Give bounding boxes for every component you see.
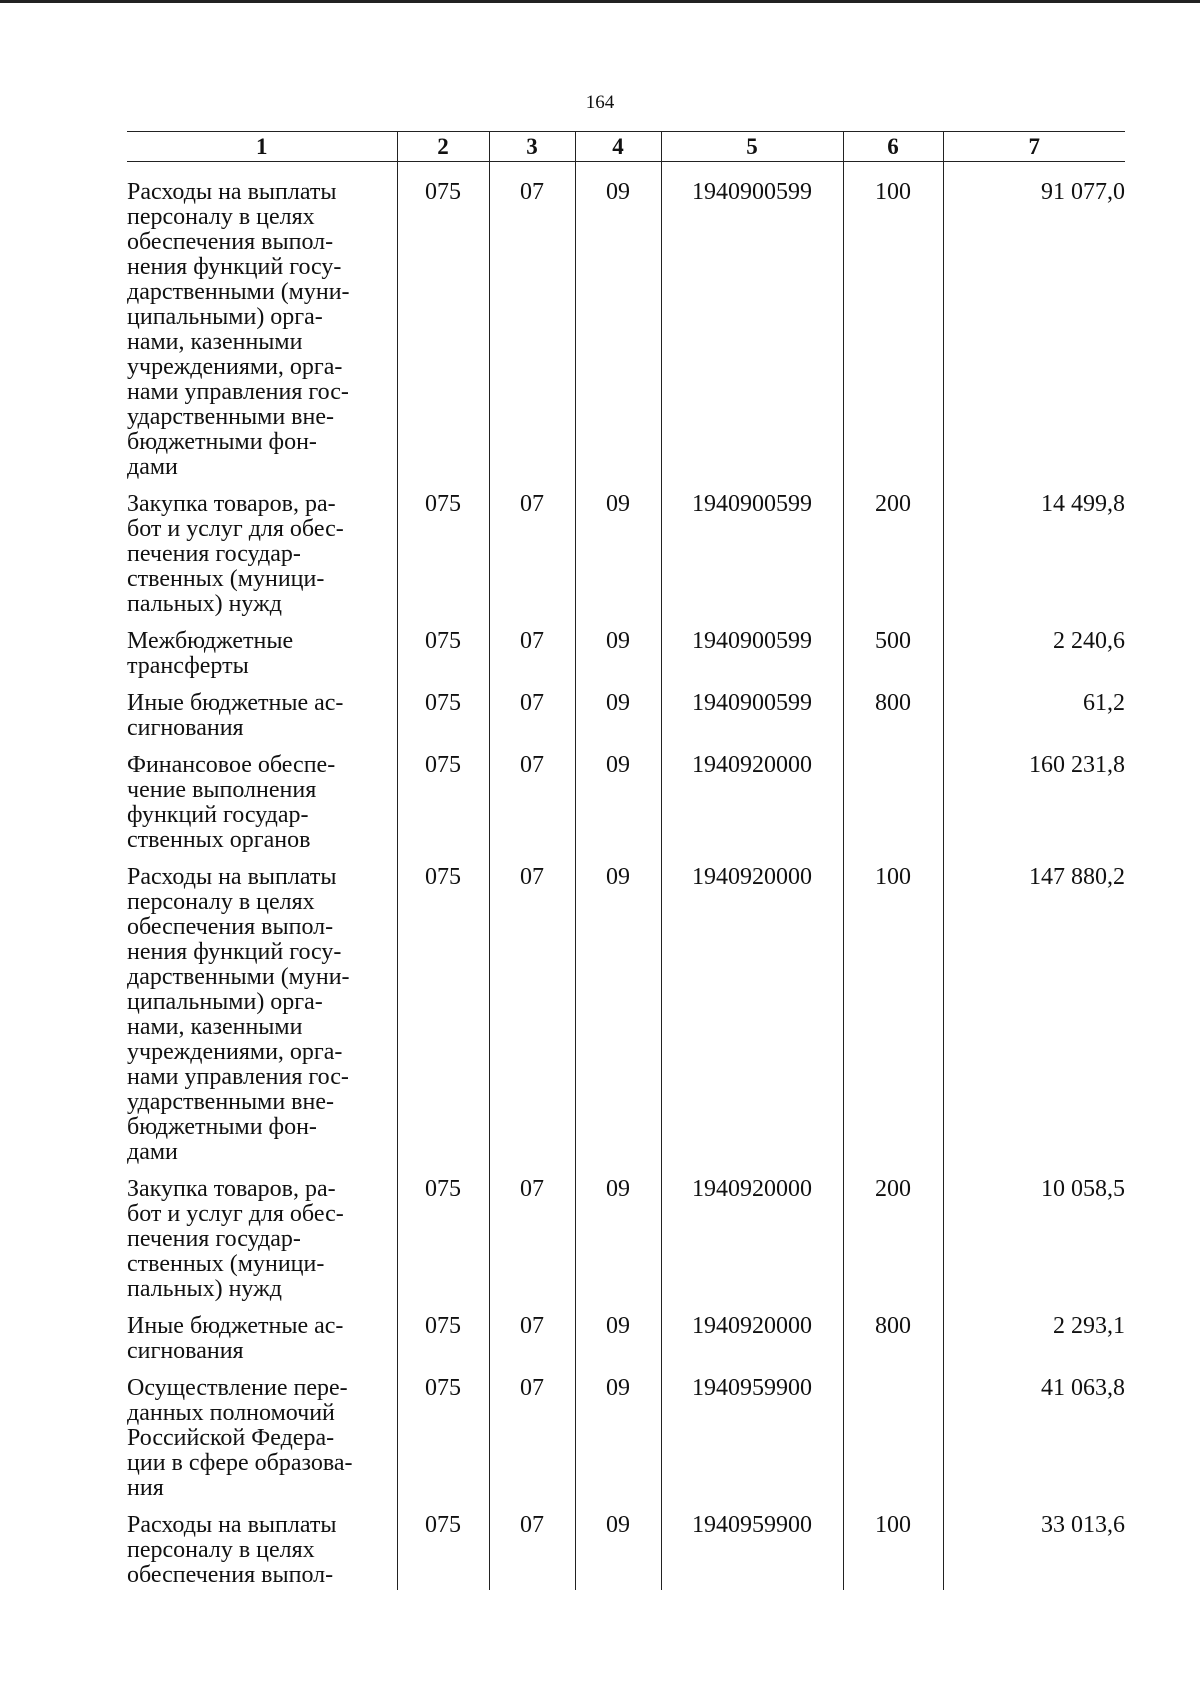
expense-name-line: сигнования — [127, 1338, 244, 1364]
expense-name-line: бот и услуг для обес- — [127, 1201, 344, 1227]
subsection-code-cell: 09 — [575, 691, 661, 753]
expense-name-line: Финансовое обеспе- — [127, 752, 336, 778]
target-article-cell: 1940900599 — [661, 180, 843, 492]
expense-name-line: Иные бюджетные ас- — [127, 1313, 344, 1339]
expense-name-cell — [127, 1376, 397, 1513]
expense-name-line: обеспечения выпол- — [127, 914, 334, 940]
expense-name-line: дарственными (муни- — [127, 279, 350, 305]
table-row — [127, 180, 1125, 492]
table-row — [127, 1376, 1125, 1513]
section-code-cell: 07 — [489, 492, 575, 629]
subsection-code-cell: 09 — [575, 865, 661, 1177]
page-top-edge — [0, 0, 1200, 3]
header-col-7: 7 — [943, 132, 1125, 162]
target-article-cell: 1940900599 — [661, 691, 843, 753]
expense-name-cell — [127, 691, 397, 753]
header-col-4: 4 — [575, 132, 661, 162]
amount-cell: 91 077,0 — [943, 180, 1125, 492]
target-article-cell: 1940900599 — [661, 492, 843, 629]
section-code-cell: 07 — [489, 180, 575, 492]
table-body — [127, 162, 1125, 1591]
ministry-code-cell: 075 — [397, 492, 489, 629]
expense-name-line: нами управления гос- — [127, 1064, 349, 1090]
target-article-cell: 1940920000 — [661, 865, 843, 1177]
ministry-code-cell: 075 — [397, 1314, 489, 1376]
expense-name-line: бюджетными фон- — [127, 429, 317, 455]
ministry-code-cell: 075 — [397, 1177, 489, 1314]
expense-name-cell — [127, 629, 397, 691]
section-code-cell: 07 — [489, 629, 575, 691]
header-row — [127, 132, 1125, 162]
expense-name-cell — [127, 1177, 397, 1314]
amount-cell: 33 013,6 — [943, 1513, 1125, 1590]
expense-name-cell — [127, 180, 397, 492]
header-col-6: 6 — [843, 132, 943, 162]
expense-type-cell — [843, 753, 943, 865]
expense-name-line: обеспечения выпол- — [127, 1562, 334, 1588]
subsection-code-cell: 09 — [575, 492, 661, 629]
expense-name-line: пальных) нужд — [127, 591, 282, 617]
expense-type-cell: 200 — [843, 492, 943, 629]
ministry-code-cell: 075 — [397, 691, 489, 753]
expense-name-line: данных полномочий — [127, 1400, 335, 1426]
expense-name-line: нами управления гос- — [127, 379, 349, 405]
expense-name-line: Осуществление пере- — [127, 1375, 348, 1401]
amount-cell: 160 231,8 — [943, 753, 1125, 865]
amount-cell: 14 499,8 — [943, 492, 1125, 629]
table-row — [127, 492, 1125, 629]
subsection-code-cell: 09 — [575, 1177, 661, 1314]
expense-name-cell — [127, 753, 397, 865]
expense-name-line: нами, казенными — [127, 329, 303, 355]
expense-name-line: функций государ- — [127, 802, 309, 828]
target-article-cell: 1940959900 — [661, 1513, 843, 1590]
expense-name-line: Расходы на выплаты — [127, 1512, 337, 1538]
expense-name-line: Межбюджетные — [127, 628, 294, 654]
table-row — [127, 691, 1125, 753]
expense-name-line: ципальными) орга- — [127, 989, 323, 1015]
section-code-cell: 07 — [489, 1513, 575, 1590]
expense-name-line: дами — [127, 1139, 178, 1165]
target-article-cell: 1940920000 — [661, 1314, 843, 1376]
expense-name-line: печения государ- — [127, 541, 301, 567]
amount-cell: 2 240,6 — [943, 629, 1125, 691]
expense-name-line: ции в сфере образова- — [127, 1450, 353, 1476]
header-col-2: 2 — [397, 132, 489, 162]
expense-type-cell: 100 — [843, 1513, 943, 1590]
amount-cell: 10 058,5 — [943, 1177, 1125, 1314]
expense-type-cell: 800 — [843, 691, 943, 753]
expense-name-line: нами, казенными — [127, 1014, 303, 1040]
table-row — [127, 1314, 1125, 1376]
section-code-cell: 07 — [489, 691, 575, 753]
expense-type-cell — [843, 1376, 943, 1513]
section-code-cell: 07 — [489, 1314, 575, 1376]
header-col-5: 5 — [661, 132, 843, 162]
section-code-cell: 07 — [489, 865, 575, 1177]
ministry-code-cell: 075 — [397, 753, 489, 865]
spacer-row — [127, 162, 1125, 181]
expense-name-line: ственных (муници- — [127, 566, 325, 592]
table-row — [127, 865, 1125, 1177]
table-row — [127, 629, 1125, 691]
expense-name-line: ударственными вне- — [127, 1089, 334, 1115]
expense-name-line: Закупка товаров, ра- — [127, 491, 336, 517]
header-col-3: 3 — [489, 132, 575, 162]
target-article-cell: 1940920000 — [661, 753, 843, 865]
expense-name-line: персоналу в целях — [127, 204, 315, 230]
expense-name-line: трансферты — [127, 653, 249, 679]
section-code-cell: 07 — [489, 1177, 575, 1314]
expense-name-line: Иные бюджетные ас- — [127, 690, 344, 716]
header-col-1: 1 — [127, 132, 397, 162]
expense-name-line: нения функций госу- — [127, 254, 342, 280]
ministry-code-cell: 075 — [397, 629, 489, 691]
expense-name-cell — [127, 1314, 397, 1376]
expense-name-line: Расходы на выплаты — [127, 179, 337, 205]
ministry-code-cell: 075 — [397, 180, 489, 492]
expense-type-cell: 100 — [843, 865, 943, 1177]
expense-name-line: сигнования — [127, 715, 244, 741]
expense-name-line: Расходы на выплаты — [127, 864, 337, 890]
table-row — [127, 1513, 1125, 1590]
expense-type-cell: 500 — [843, 629, 943, 691]
subsection-code-cell: 09 — [575, 1376, 661, 1513]
expense-name-line: дами — [127, 454, 178, 480]
expense-name-line: персоналу в целях — [127, 1537, 315, 1563]
expense-name-line: ственных органов — [127, 827, 311, 853]
amount-cell: 147 880,2 — [943, 865, 1125, 1177]
section-code-cell: 07 — [489, 753, 575, 865]
expense-name-line: учреждениями, орга- — [127, 1039, 343, 1065]
expense-name-cell — [127, 492, 397, 629]
expense-name-line: обеспечения выпол- — [127, 229, 334, 255]
expense-name-line: ственных (муници- — [127, 1251, 325, 1277]
amount-cell: 61,2 — [943, 691, 1125, 753]
target-article-cell: 1940959900 — [661, 1376, 843, 1513]
expense-name-line: ния — [127, 1475, 164, 1501]
expense-name-line: учреждениями, орга- — [127, 354, 343, 380]
expense-name-cell — [127, 1513, 397, 1590]
expense-name-line: чение выполнения — [127, 777, 317, 803]
expense-name-line: ударственными вне- — [127, 404, 334, 430]
expense-name-cell — [127, 865, 397, 1177]
expense-name-line: дарственными (муни- — [127, 964, 350, 990]
amount-cell: 2 293,1 — [943, 1314, 1125, 1376]
expense-name-line: персоналу в целях — [127, 889, 315, 915]
ministry-code-cell: 075 — [397, 1376, 489, 1513]
expense-name-line: Российской Федера- — [127, 1425, 335, 1451]
ministry-code-cell: 075 — [397, 1513, 489, 1590]
subsection-code-cell: 09 — [575, 1513, 661, 1590]
subsection-code-cell: 09 — [575, 180, 661, 492]
section-code-cell: 07 — [489, 1376, 575, 1513]
target-article-cell: 1940920000 — [661, 1177, 843, 1314]
table-row — [127, 1177, 1125, 1314]
expense-name-line: ципальными) орга- — [127, 304, 323, 330]
expense-name-line: бот и услуг для обес- — [127, 516, 344, 542]
target-article-cell: 1940900599 — [661, 629, 843, 691]
expense-name-line: печения государ- — [127, 1226, 301, 1252]
subsection-code-cell: 09 — [575, 629, 661, 691]
expense-type-cell: 200 — [843, 1177, 943, 1314]
subsection-code-cell: 09 — [575, 1314, 661, 1376]
budget-table — [127, 131, 1125, 1590]
expense-name-line: нения функций госу- — [127, 939, 342, 965]
expense-name-line: бюджетными фон- — [127, 1114, 317, 1140]
subsection-code-cell: 09 — [575, 753, 661, 865]
page-number: 164 — [585, 92, 615, 113]
expense-type-cell: 800 — [843, 1314, 943, 1376]
table-row — [127, 753, 1125, 865]
expense-name-line: Закупка товаров, ра- — [127, 1176, 336, 1202]
expense-type-cell: 100 — [843, 180, 943, 492]
expense-name-line: пальных) нужд — [127, 1276, 282, 1302]
amount-cell: 41 063,8 — [943, 1376, 1125, 1513]
ministry-code-cell: 075 — [397, 865, 489, 1177]
